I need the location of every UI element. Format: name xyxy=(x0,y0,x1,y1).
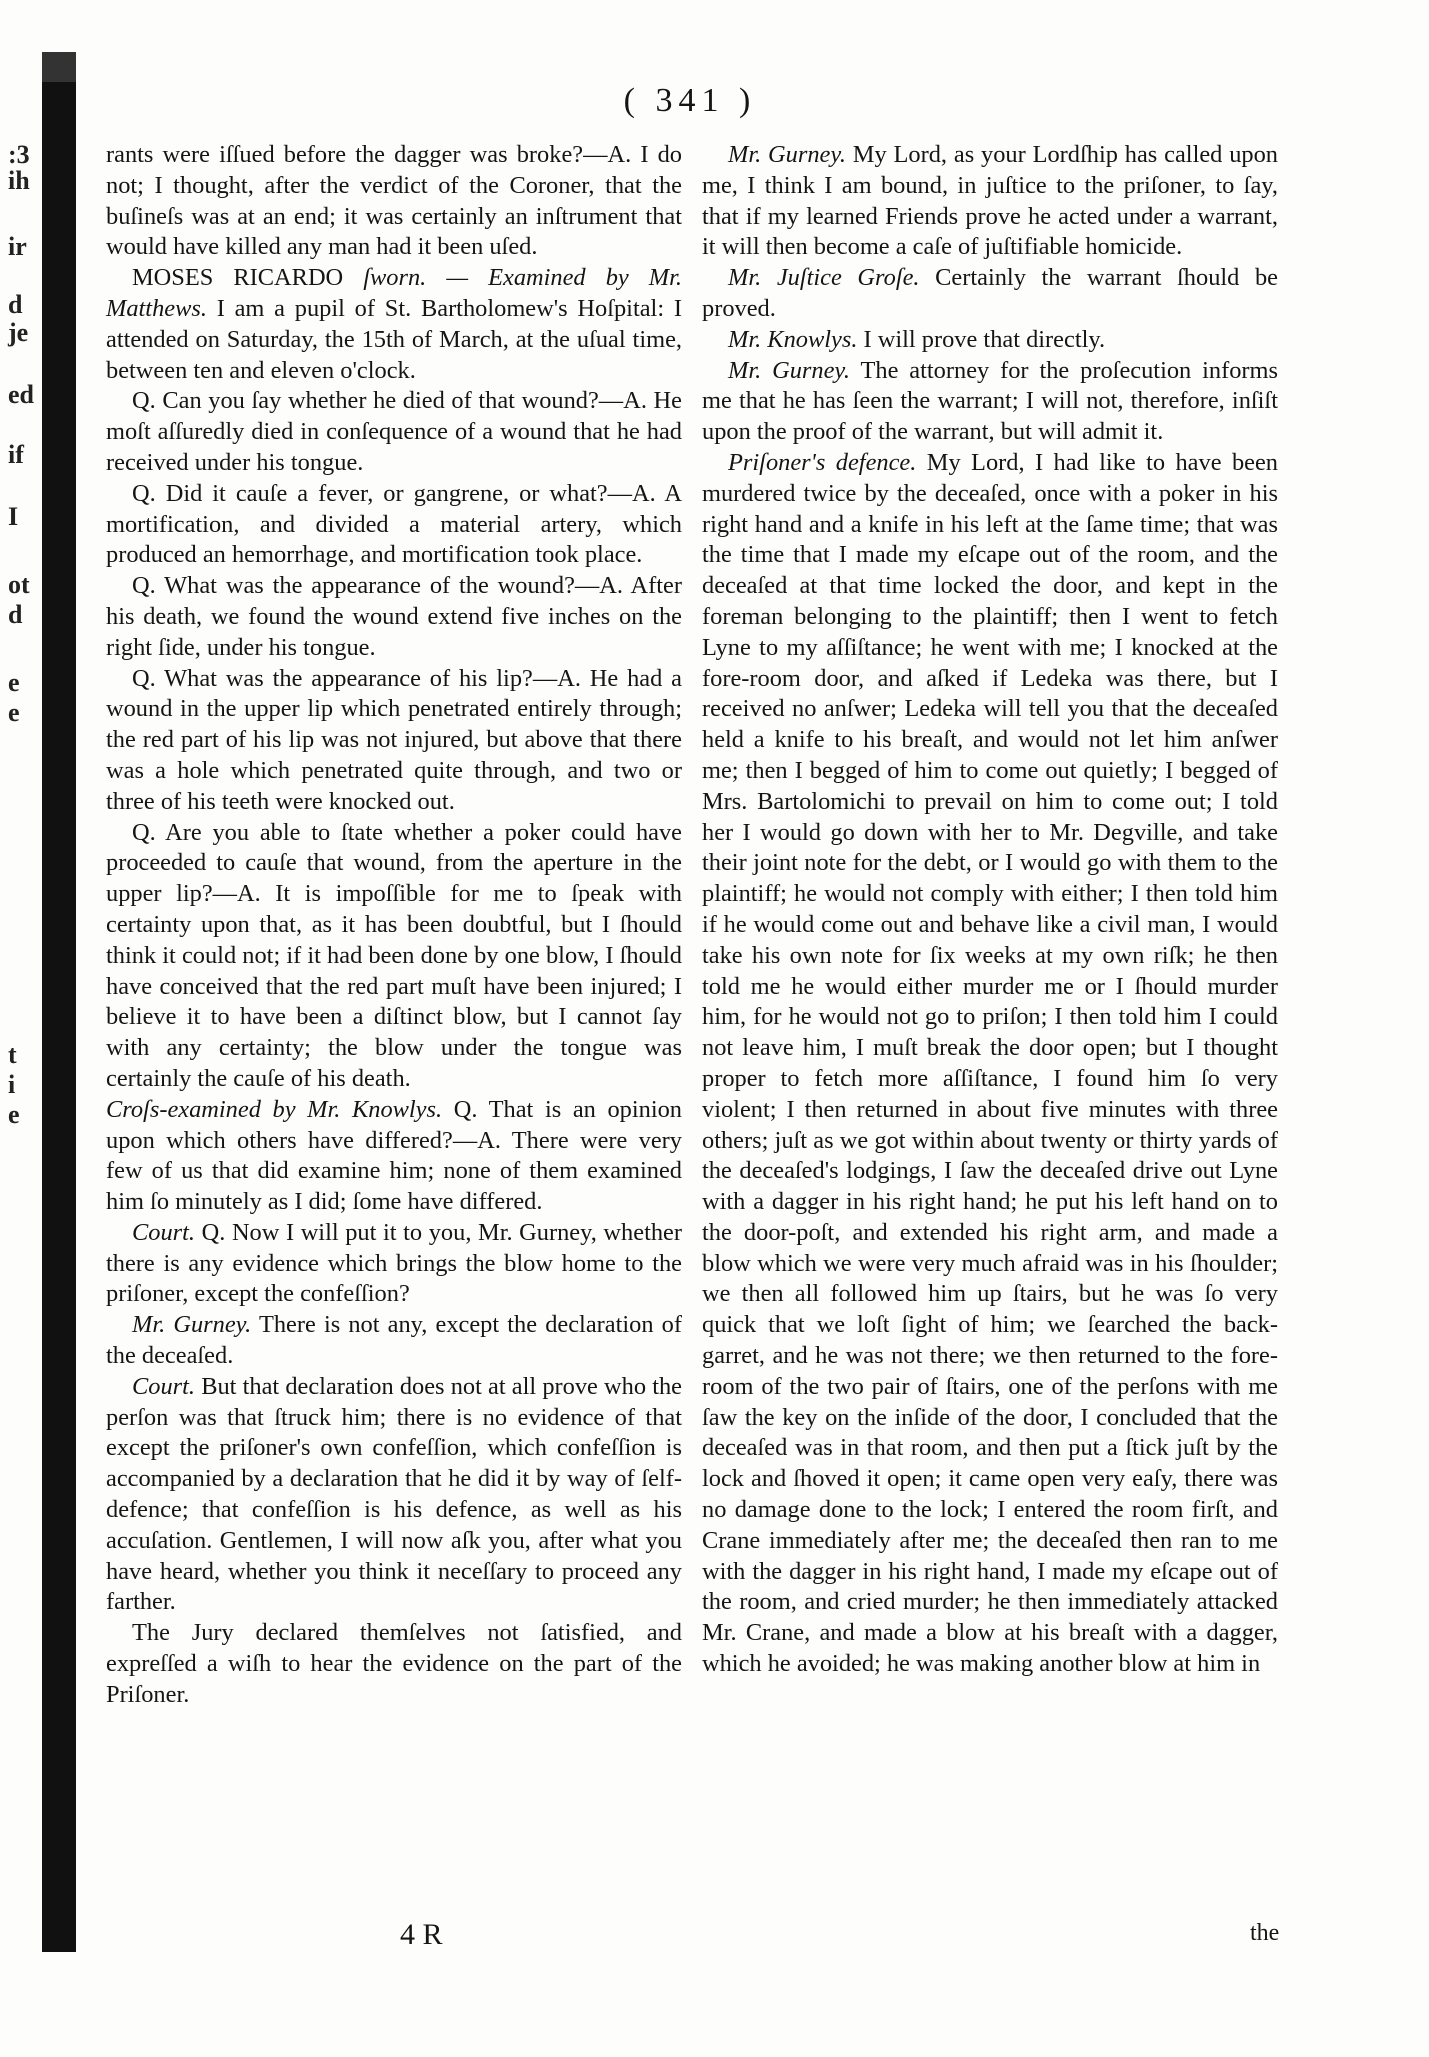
paragraph-lead: Court. xyxy=(132,1372,196,1400)
margin-fragment: if xyxy=(8,440,24,469)
margin-fragment: i xyxy=(8,1070,16,1099)
paragraph: Mr. Juſtice Groſe. Certainly the warrant ſhould be proved. xyxy=(702,264,1278,322)
paragraph: Mr. Knowlys. I will prove that directly. xyxy=(728,325,1106,353)
margin-fragment: ed xyxy=(8,380,34,409)
witness-name: MOSES RICARDO xyxy=(132,264,344,292)
catchword: the xyxy=(1250,1920,1280,1946)
paragraph: Q. What was the appearance of the wound?—A. After his death, we found the wound extend five inches on the right ſide, under his tongue. xyxy=(106,572,682,661)
paragraph: Mr. Gurney. The attorney for the proſecution informs me that he has ſeen the warrant; I will not, therefore, inſiſt upon the proof of the warrant, but will admit it. xyxy=(702,356,1279,446)
paragraph: Q. What was the appearance of his lip?—A. He had a wound in the upper lip which penetrated entirely through; the red part of his lip was not injured, but above that there was a hole which penetrated quite through, and two or three of his teeth were knocked out. xyxy=(106,664,682,815)
paragraph: Court. But that declaration does not at all prove who the perſon was that ſtruck him; there is no evidence of that except the priſoner's own confeſſion, which confeſſion is accompanied by a declaration that he did it by way of ſelf-defence; that confeſſion is his defence, as well as his accuſation. Gentlemen, I will now aſk you, after what you have heard, whether you think it neceſſary to proceed any farther. xyxy=(106,1372,682,1616)
paragraph: Mr. Gurney. My Lord, as your Lordſhip has called upon me, I think I am bound, in juſtice to the priſoner, to ſay, that if my learned Friends prove he acted under a warrant, it will then become a caſe of juſtifiable homicide. xyxy=(702,141,1278,261)
paragraph: Mr. Gurney. There is not any, except the declaration of the deceaſed. xyxy=(106,1311,683,1370)
paragraph-lead: Court. xyxy=(132,1218,196,1246)
paragraph: Q. Did it cauſe a fever, or gangrene, or what?—A. A mortification, and divided a material artery, which produced an hemorrhage, and mortification took place. xyxy=(106,479,682,569)
paragraph-lead: Mr. Knowlys. xyxy=(728,325,858,353)
paragraph-lead: Croſs-examined by Mr. Knowlys. xyxy=(106,1095,443,1123)
paragraph-lead: Mr. Gurney. xyxy=(132,1311,252,1339)
margin-fragment: ot xyxy=(8,570,30,599)
paragraph-lead: ſworn. — Examined by Mr. Matthews. xyxy=(106,264,682,322)
left-column xyxy=(106,140,682,1711)
binding-edge xyxy=(42,52,76,1952)
signature-mark: 4 R xyxy=(400,1918,443,1951)
margin-fragment: e xyxy=(8,698,20,727)
paragraph: Croſs-examined by Mr. Knowlys. Q. That is an opinion upon which others have differed?—A. There were very few of us that did examine him; none of them examined him ſo minutely as I did; ſome have differed. xyxy=(106,1095,683,1216)
margin-fragment: je xyxy=(8,318,29,347)
margin-fragment: e xyxy=(8,668,20,697)
paragraph: Court. Q. Now I will put it to you, Mr. Gurney, whether there is any evidence which brings the blow home to the priſoner, except the confeſſion? xyxy=(106,1218,682,1308)
paragraph: Q. Are you able to ſtate whether a poker could have proceeded to cauſe that wound, from the aperture in the upper lip?—A. It is impoſſible for me to ſpeak with certainty upon that, as it has been doubtful, but I ſhould think it could not; if it had been done by one blow, I ſhould have conceived that the red part muſt have been injured; I believe it to have been a diſtinct blow, but I cannot ſay with any certainty; the blow under the tongue was certainly the cauſe of his death. xyxy=(106,818,682,1092)
paragraph-lead: Mr. Gurney. xyxy=(728,356,851,384)
paragraph: The Jury declared themſelves not ſatisfied, and expreſſed a wiſh to hear the evidence on the part of the Priſoner. xyxy=(106,1619,682,1708)
page-number: ( 341 ) xyxy=(623,82,757,119)
right-column xyxy=(702,140,1278,1680)
paragraph-lead: Mr. Gurney. xyxy=(728,141,846,168)
margin-fragment: :3 xyxy=(8,140,30,169)
paragraph: Q. Can you ſay whether he died of that wound?—A. He moſt aſſuredly died in conſequence of a wound that he had received under his tongue. xyxy=(106,387,682,476)
margin-fragment: e xyxy=(8,1100,20,1129)
margin-fragment: I xyxy=(8,502,19,531)
margin-fragment: ir xyxy=(8,232,27,261)
paragraph-lead: Priſoner's defence. xyxy=(728,448,917,476)
paragraph: MOSES RICARDO ſworn. — Examined by Mr. Matthews. I am a pupil of St. Bartholomew's Hoſpital: I attended on Saturday, the 15th of March, at the uſual time, between ten and eleven o'clock. xyxy=(106,264,682,384)
paragraph: Priſoner's defence. My Lord, I had like to have been murdered twice by the deceaſed, once with a poker in his right hand and a knife in his left at the ſame time; that was the time that I made my eſcape out of the room, and the deceaſed at that time locked the door, and kept in the foreman belonging to the plaintiff; then I went to fetch Lyne to my aſſiſtance; he went with me; I knocked at the fore-room door, and aſked if Ledeka was there, but I received no anſwer; Ledeka will tell you that the deceaſed held a knife to his breaſt, and would not let him anſwer me; then I begged of him to come out quietly; I begged of Mrs. Bartolomichi to prevail on him to come out; I told her I would go down with her to Mr. Degville, and take their joint note for the debt, or I would go with them to the plaintiff; he would not comply with either; I then told him if he would come out and behave like a civil man, I would take his own note for ſix weeks at my own riſk; he then told me he would either murder me or I ſhould murder him, for he would not go to priſon; I then told him I could not leave him, I muſt break the door open; but I thought proper to fetch more aſſiſtance, I found him ſo very violent; I then returned in about five minutes with three others; juſt as we got within about twenty or thirty yards of the deceaſed's lodgings, I ſaw the deceaſed drive out Lyne with a dagger in his right hand; he put his left hand on to the door-poſt, and extended his right arm, and made a blow which we were very much afraid was in his ſhoulder; we then all followed him up ſtairs, but he was ſo very quick that we loſt ſight of him; we ſearched the back-garret, and he was not there; we then returned to the fore-room of the two pair of ſtairs, one of the perſons with me ſaw the key on the inſide of the door, I concluded that the deceaſed was in that room, and then put a ſtick juſt by the lock and ſhoved it open; it came open very eaſy, there was no damage done to the lock; I entered the room firſt, and Crane immediately after me; the deceaſed then ran to me with the dagger in his right hand, I made my eſcape out of the room, and cried murder; he then immediately attacked Mr. Crane, and made a blow at his breaſt with a dagger, which he avoided; he was making another blow at him in xyxy=(702,448,1278,1678)
margin-fragment: d xyxy=(8,600,23,629)
binding-edge-top xyxy=(42,52,76,82)
margin-fragment: ih xyxy=(8,166,30,195)
margin-fragment: d xyxy=(8,290,23,319)
margin-fragment: t xyxy=(8,1040,17,1069)
paragraph-lead: Mr. Juſtice Groſe. xyxy=(728,264,920,292)
paragraph: rants were iſſued before the dagger was broke?—A. I do not; I thought, after the verdict of the Coroner, that the buſineſs was at an end; it was certainly an inſtrument that would have killed any man had it been uſed. xyxy=(106,141,682,261)
